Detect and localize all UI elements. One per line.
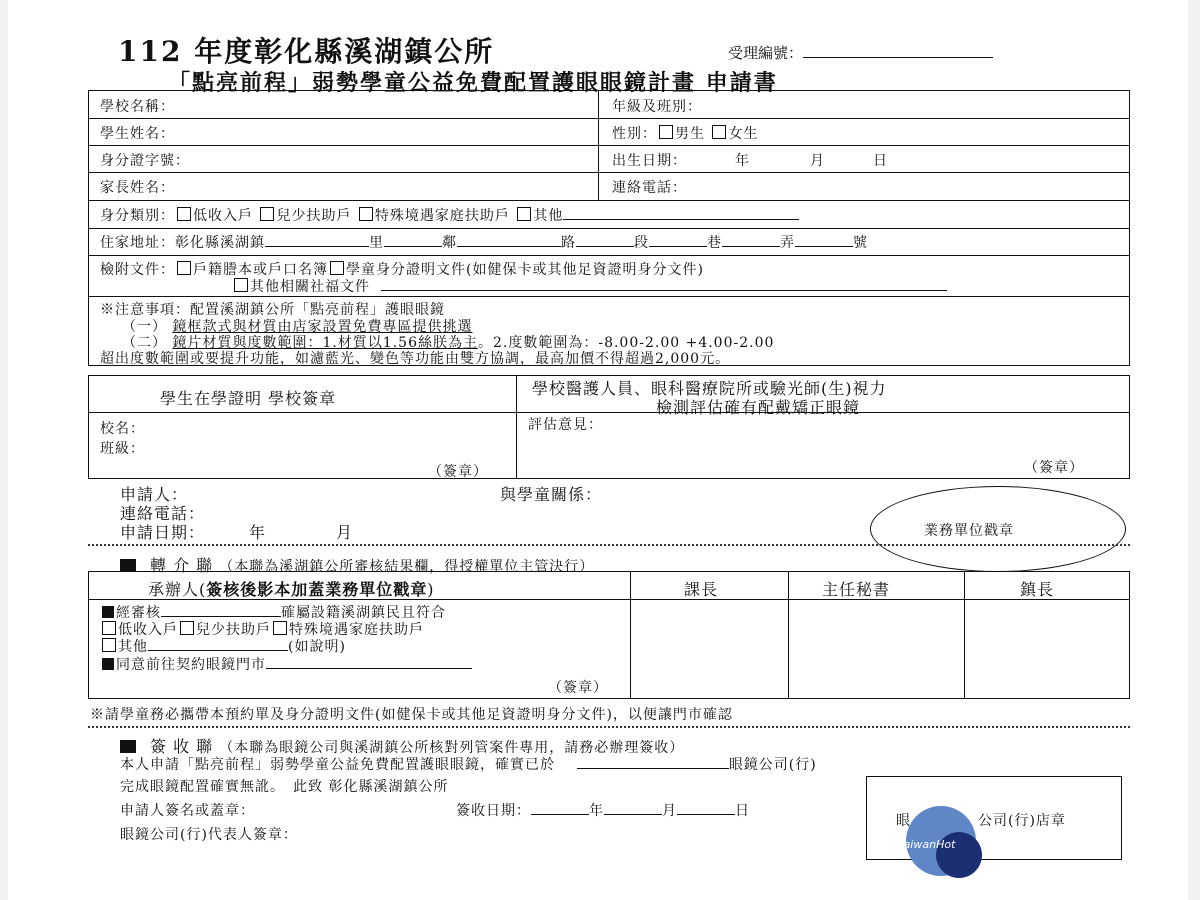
referral-identity-line: 低收入戶 兒少扶助戶 特殊境遇家庭扶助戶 (100, 619, 424, 639)
store-stamp-label-a: 眼 (896, 813, 911, 829)
other-identity-line[interactable] (563, 219, 799, 220)
footnote: ※請學童務必攜帶本預約單及身分證明文件(如健保卡或其他足資證明身分文件)，以便讓門市確認 (90, 707, 733, 723)
female-checkbox[interactable] (712, 125, 726, 139)
grade-class-label: 年級及班別： (612, 99, 702, 115)
ref-low-income-checkbox[interactable] (102, 621, 116, 635)
identity-type-field: 身分類別： 低收入戶 兒少扶助戶 特殊境遇家庭扶助戶 其他 (100, 205, 799, 225)
apply-date-field: 申請日期： 年 月 (120, 523, 354, 542)
household-doc-checkbox[interactable] (177, 261, 191, 275)
school-cert-title: 學生在學證明 學校簽章 (160, 389, 337, 408)
school-name-label: 學校名稱： (100, 99, 175, 115)
other-docs-field: 其他相關社福文件 (232, 276, 947, 296)
male-checkbox[interactable] (659, 125, 673, 139)
vision-check-title-1: 學校醫護人員、眼科醫療院所或驗光師(生)視力 (532, 379, 887, 398)
address-field: 住家地址：彰化縣溪湖鎮 里 鄰 路 段 巷 弄 號 (100, 235, 868, 251)
cert-school-label: 校名： (100, 421, 145, 437)
handler-signature: （簽章） (548, 680, 608, 696)
ref-other-checkbox[interactable] (102, 638, 116, 652)
receipt-number-label: 受理編號： (728, 42, 993, 63)
gender-field: 性別： 男生 女生 (612, 126, 759, 142)
business-unit-stamp-label: 業務單位戳章 (924, 523, 1014, 539)
id-number-label: 身分證字號： (100, 153, 190, 169)
watermark-text: TaiwanHot (898, 838, 956, 851)
form-title: 112 年度彰化縣溪湖鎮公所 (118, 35, 495, 68)
referral-section-title: 轉 介 聯 （本聯為溪湖鎮公所審核結果欄，得授權單位主管決行） (120, 553, 594, 576)
attached-docs-field: 檢附文件： 戶籍謄本或戶口名簿 學童身分證明文件(如健保卡或其他足資證明身分文件) (100, 262, 704, 278)
other-identity-checkbox[interactable] (517, 207, 531, 221)
application-form-page (8, 0, 1188, 900)
receipt-number-field[interactable] (803, 57, 993, 58)
store-stamp-label-b: 公司(行)店章 (978, 813, 1066, 829)
section-chief-header: 課長 (684, 580, 719, 599)
relation-label: 與學童關係： (500, 485, 603, 504)
phone-label: 連絡電話： (612, 180, 687, 196)
handler-column-header: 承辦人(簽核後影本加蓋業務單位戳章) (148, 580, 435, 599)
parent-name-label: 家長姓名： (100, 180, 175, 196)
applicant-label: 申請人： (120, 485, 189, 504)
note-lens: （二） 鏡片材質與度數範圍：1.材質以1.56絲朕為主。2.度數範圍為：-8.00-2.00 +4.00-2.00 (122, 335, 775, 351)
notes-title: ※注意事項：配置溪湖鎮公所「點亮前程」護眼眼鏡 (100, 302, 445, 318)
evaluation-label: 評估意見： (528, 417, 603, 433)
receipt-statement-2: 完成眼鏡配置確實無訛。 此致 彰化縣溪湖鎮公所 (120, 779, 449, 795)
receipt-statement-1: 本人申請「點亮前程」弱勢學童公益免費配置護眼眼鏡，確實已於 眼鏡公司(行) (120, 757, 817, 773)
reviewed-checkbox[interactable] (102, 606, 114, 618)
referral-other-line: 其他 (如說明) (100, 636, 346, 656)
cert-class-label: 班級： (100, 441, 145, 457)
form-subtitle: 「點亮前程」弱勢學童公益免費配置護眼眼鏡計畫 申請書 (168, 70, 778, 96)
ref-special-family-checkbox[interactable] (273, 621, 287, 635)
contact-phone-label: 連絡電話： (120, 504, 206, 523)
medical-signature: （簽章） (1024, 460, 1084, 476)
agree-store-line: 同意前往契約眼鏡門市 (100, 654, 472, 674)
other-docs-checkbox[interactable] (234, 278, 248, 292)
agree-store-checkbox[interactable] (102, 658, 114, 670)
cut-line-2 (88, 726, 1130, 728)
receipt-section-title: 簽 收 聯 （本聯為眼鏡公司與溪湖鎮公所核對列管案件專用，請務必辦理簽收） (120, 734, 684, 757)
review-line: 經審核 確屬設籍溪湖鎮民且符合 (100, 602, 446, 622)
representative-signature-label: 眼鏡公司(行)代表人簽章： (120, 827, 298, 843)
note-extra-cost: 超出度數範圍或要提升功能，如濾藍光、變色等功能由雙方協調，最高加價不得超過2,000元。 (100, 351, 731, 367)
student-id-doc-checkbox[interactable] (330, 261, 344, 275)
cut-line-1 (88, 544, 1130, 546)
school-signature: （簽章） (428, 464, 488, 480)
low-income-checkbox[interactable] (177, 207, 191, 221)
birth-date-field: 出生日期： 年 月 日 (612, 153, 888, 169)
ref-child-aid-checkbox[interactable] (180, 621, 194, 635)
applicant-signature-label: 申請人簽名或蓋章： (120, 803, 255, 819)
child-aid-checkbox[interactable] (260, 207, 274, 221)
mayor-header: 鎮長 (1020, 580, 1055, 599)
receipt-date-field: 簽收日期： 年 月 日 (456, 803, 750, 819)
chief-secretary-header: 主任秘書 (822, 580, 891, 599)
student-name-label: 學生姓名： (100, 126, 175, 142)
note-frame: （一） 鏡框款式與材質由店家設置免費專區提供挑選 (122, 319, 473, 335)
vision-check-title-2: 檢測評估確有配戴矯正眼鏡 (656, 398, 861, 417)
special-family-checkbox[interactable] (359, 207, 373, 221)
